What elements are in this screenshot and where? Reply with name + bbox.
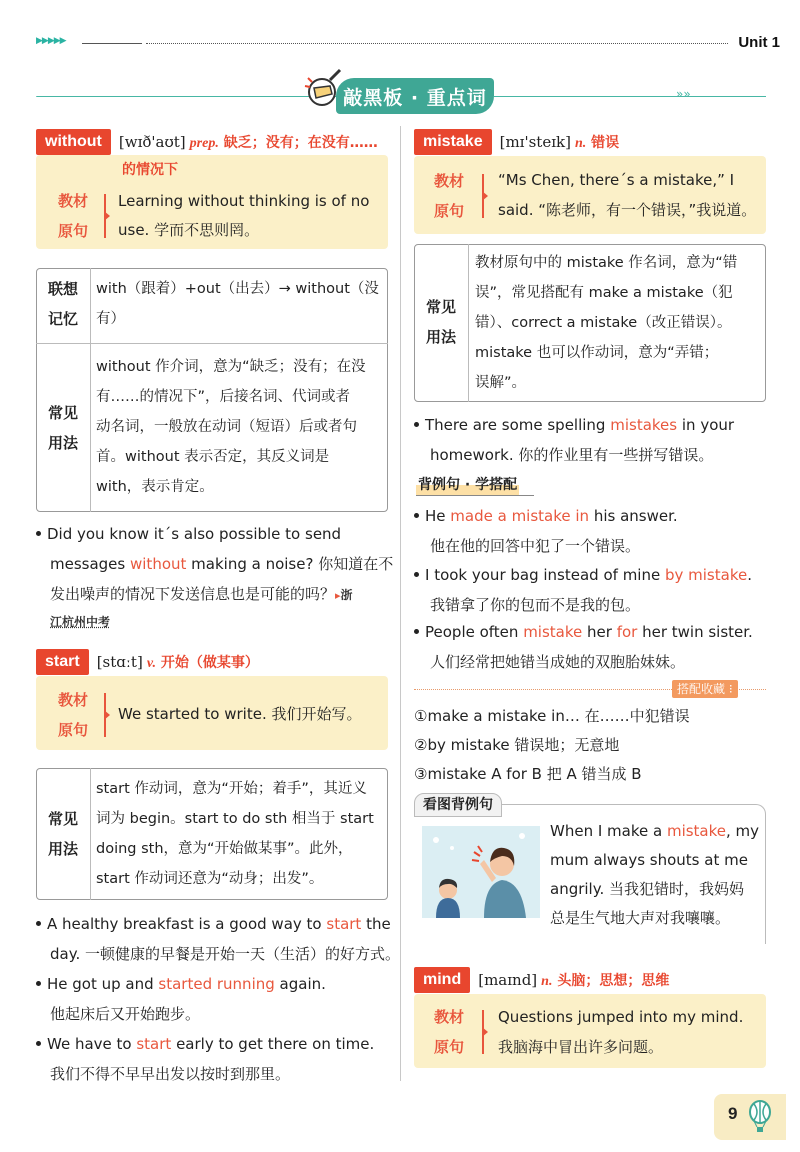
collocation-example-1: He made a mistake in his answer. [414, 501, 678, 531]
definition: prep. 缺乏；没有；在没有…… [189, 135, 378, 151]
label-common: 常见 [47, 810, 78, 828]
label-textbook: 教材 [57, 192, 88, 210]
example-start-1: A healthy breakfast is a good way to start the [36, 909, 391, 939]
usage-line: 词为 begin。start to do sth 相当于 start [96, 811, 374, 827]
label-textbook: 教材 [433, 1008, 464, 1026]
word-header-without [36, 128, 378, 156]
page-number-tab [714, 1094, 786, 1140]
collection-badge: 搭配收藏 ⁝ [672, 680, 738, 698]
mother-shouting-illustration [422, 826, 540, 918]
header-arrows-icon: ▶▶▶▶▶ [36, 36, 66, 46]
definition: n. 头脑；思想；思维 [541, 973, 670, 989]
label-original: 原句 [433, 1038, 464, 1056]
bullet-icon [36, 531, 41, 536]
label-triangle-icon [104, 211, 110, 221]
banner-line-right [494, 96, 766, 97]
association-text: with（跟着）+out（出去）→ without（没 [96, 281, 379, 297]
word-tag: mind [414, 967, 470, 993]
box-divider [468, 244, 469, 402]
collocation-example-3: People often mistake her for her twin sister. [414, 617, 753, 647]
bullet-icon [414, 422, 419, 427]
original-sentence-cont: said. “陈老师，有一个错误，”我说道。 [498, 201, 757, 219]
bullet-icon [36, 981, 41, 986]
definition-cont: 的情况下 [122, 162, 178, 178]
association-text-cont: 有） [96, 311, 125, 327]
label-original: 原句 [57, 222, 88, 240]
label-textbook: 教材 [57, 691, 88, 709]
word-tag: mistake [414, 129, 492, 155]
picture-sentence-zh: angrily. 当我犯错时，我妈妈 [550, 880, 744, 898]
label-memory: 记忆 [47, 310, 78, 328]
bullet-icon [36, 1041, 41, 1046]
bullet-icon [414, 572, 419, 577]
bullet-icon [36, 921, 41, 926]
label-usage: 用法 [47, 840, 78, 858]
header-divider [82, 43, 142, 44]
picture-sentence-cont: mum always shouts at me [550, 851, 748, 869]
usage-line: mistake 也可以作动词，意为“弄错； [475, 345, 719, 361]
usage-line: 错）、correct a mistake（改正错误）。 [475, 315, 732, 331]
hot-air-balloon-icon [748, 1100, 772, 1134]
example-mistake-zh: homework. 你的作业里有一些拼写错误。 [430, 446, 714, 464]
page-number: 9 [728, 1104, 738, 1123]
word-tag: without [36, 129, 111, 155]
usage-line: 教材原句中的 mistake 作名词，意为“错 [475, 255, 738, 271]
collocation-example-1-zh: 他在他的回答中犯了一个错误。 [430, 537, 641, 555]
subtitle-underline [416, 495, 534, 496]
box-row-divider [36, 343, 388, 344]
phonetic: [stɑːt] [96, 653, 143, 671]
collocation-example-2-zh: 我错拿了你的包而不是我的包。 [430, 596, 641, 614]
collection-icon: ⁝ [728, 682, 733, 696]
word-header-mind [414, 966, 669, 994]
banner-chevrons-icon: »» [676, 87, 691, 101]
definition: n. 错误 [574, 135, 620, 151]
label-association: 联想 [47, 280, 78, 298]
definition: v. 开始（做某事） [146, 655, 259, 671]
original-sentence: “Ms Chen, there´s a mistake,” I [498, 171, 735, 189]
box-divider [90, 268, 91, 512]
picture-sentence-zh-cont: 总是生气地大声对我嚷嚷。 [550, 909, 731, 927]
usage-line: doing sth，意为“开始做某事”。此外， [96, 841, 353, 857]
source-arrow-icon: ▸ [335, 589, 341, 602]
phonetic: [mɪ'steɪk] [499, 133, 571, 151]
banner-line-left [36, 96, 336, 97]
usage-line: 误解”。 [475, 375, 527, 391]
label-common: 常见 [425, 298, 456, 316]
column-divider [400, 126, 401, 1081]
phonetic: [wɪð'aʊt] [118, 133, 186, 151]
label-triangle-icon [482, 191, 488, 201]
example-without: Did you know it´s also possible to send [36, 519, 388, 549]
usage-line: 误”，常见搭配有 make a mistake（犯 [475, 285, 733, 301]
example-start-2-zh: 他起床后又开始跑步。 [50, 1005, 201, 1023]
example-start-2: He got up and started running again. [36, 969, 326, 999]
word-header-start [36, 648, 259, 676]
phonetic: [maɪnd] [478, 971, 538, 989]
exam-source: 江杭州中考 [50, 615, 111, 629]
word-header-mistake [414, 128, 619, 156]
label-usage: 用法 [47, 434, 78, 452]
example-start-3: We have to start early to get there on time. [36, 1029, 374, 1059]
collocation-subtitle: 背例句 · 学搭配 [416, 474, 519, 496]
usage-line: 首。without 表示否定，其反义词是 [96, 449, 330, 465]
example-without-zh: 发出噪声的情况下发送信息也是可能的吗？▸浙 [50, 585, 353, 603]
collocation-item: ②by mistake 错误地；无意地 [414, 736, 620, 754]
collocation-item: ③mistake A for B 把 A 错当成 B [414, 765, 642, 783]
original-sentence-cont: 我脑海中冒出许多问题。 [498, 1038, 664, 1056]
usage-line: start 作动词还意为“动身；出发”。 [96, 871, 324, 887]
picture-example-title: 看图背例句 [414, 793, 502, 817]
example-start-3-zh: 我们不得不早早出发以按时到那里。 [50, 1065, 291, 1083]
usage-line: 动名词，一般放在动词（短语）后或者句 [96, 419, 357, 435]
usage-line: with，表示肯定。 [96, 479, 214, 495]
label-triangle-icon [482, 1027, 488, 1037]
unit-label: Unit 1 [738, 34, 780, 51]
original-sentence-cont: use. 学而不思则罔。 [118, 221, 260, 239]
original-sentence: Questions jumped into my mind. [498, 1008, 744, 1026]
label-common: 常见 [47, 404, 78, 422]
usage-line: 有……的情况下”，后接名词、代词或者 [96, 389, 351, 405]
box-divider [90, 768, 91, 900]
picture-sentence: When I make a mistake, my [550, 822, 760, 840]
label-triangle-icon [104, 710, 110, 720]
header-divider-right [146, 43, 728, 44]
example-without-cont: messages without making a noise? 你知道在不 [50, 555, 394, 573]
usage-line: start 作动词，意为“开始；着手”，其近义 [96, 781, 367, 797]
word-tag: start [36, 649, 89, 675]
bullet-icon [414, 513, 419, 518]
collocation-item: ①make a mistake in… 在……中犯错误 [414, 707, 690, 725]
original-sentence: We started to write. 我们开始写。 [118, 705, 362, 723]
usage-line: without 作介词，意为“缺乏；没有；在没 [96, 359, 366, 375]
example-start-1-zh: day. 一顿健康的早餐是开始一天（生活）的好方式。 [50, 945, 400, 963]
collocation-example-3-zh: 人们经常把她错当成她的双胞胎妹妹。 [430, 653, 686, 671]
label-usage: 用法 [425, 328, 456, 346]
label-textbook: 教材 [433, 172, 464, 190]
section-banner: 敲黑板 · 重点词 [336, 78, 494, 114]
example-mistake: There are some spelling mistakes in your [414, 410, 766, 440]
label-original: 原句 [57, 721, 88, 739]
original-sentence: Learning without thinking is of no [118, 192, 370, 210]
collocation-example-2: I took your bag instead of mine by mistake. [414, 560, 752, 590]
label-original: 原句 [433, 202, 464, 220]
bullet-icon [414, 629, 419, 634]
